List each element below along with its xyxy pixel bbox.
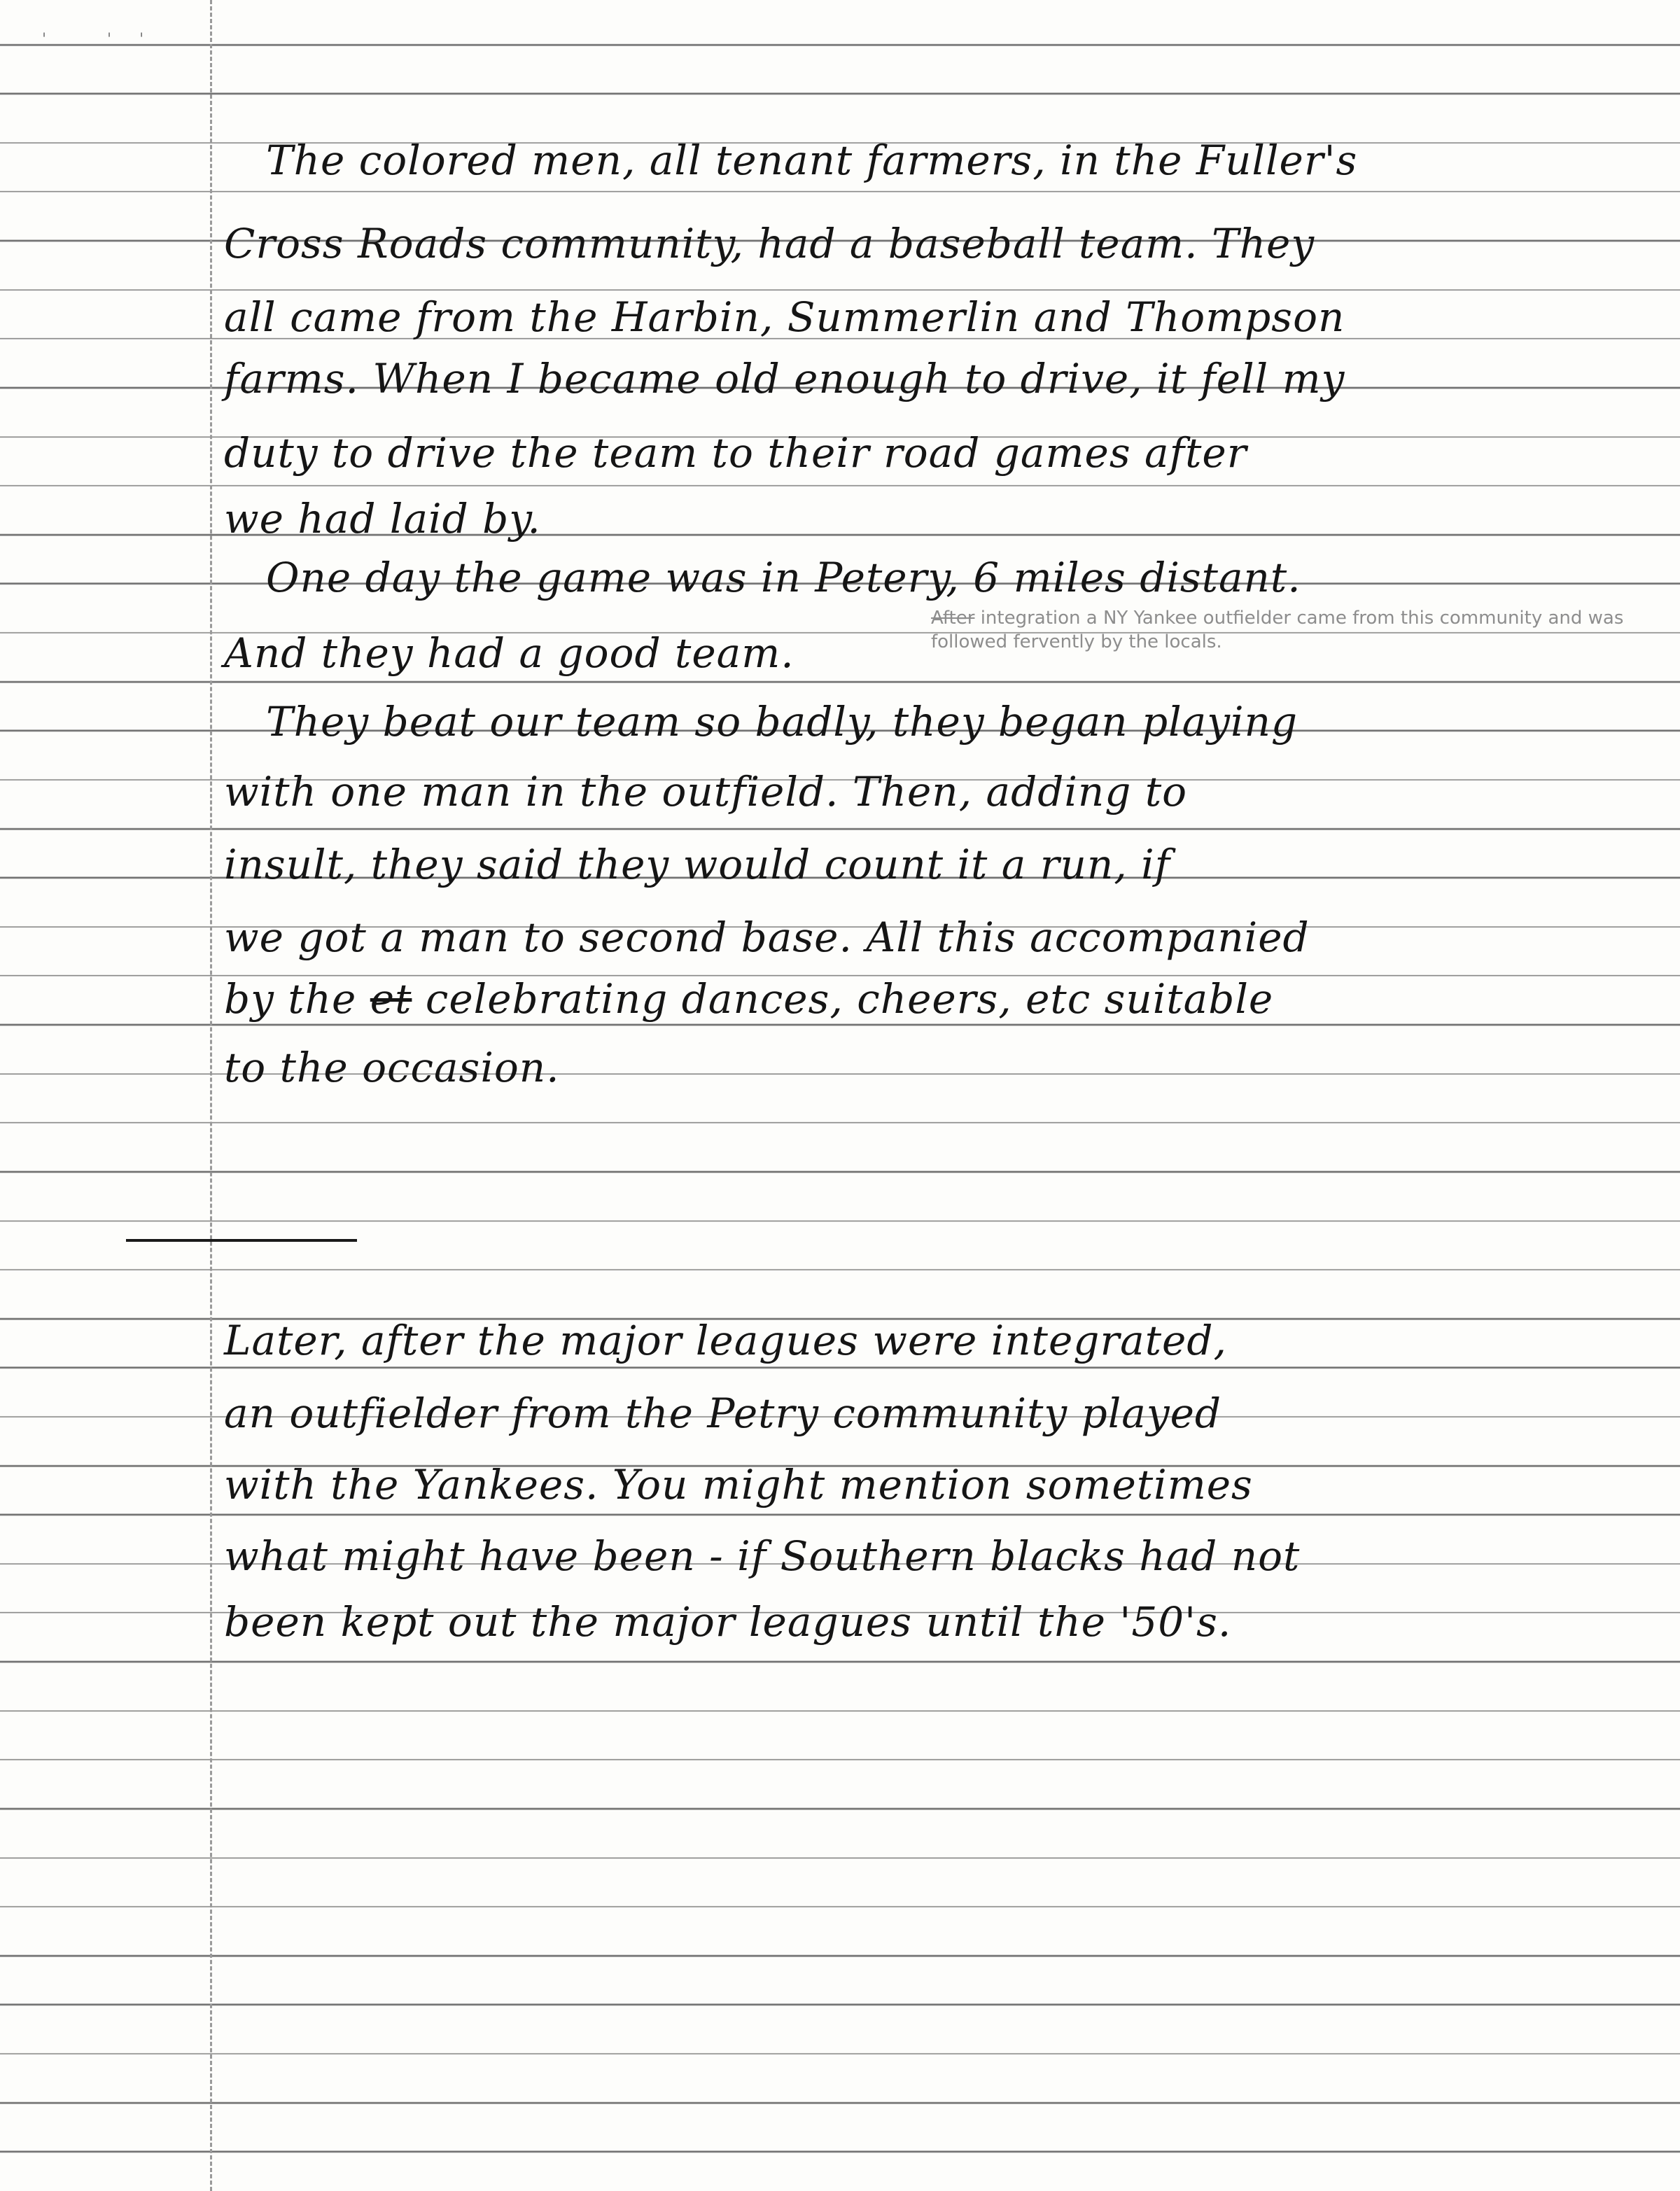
handwritten-line: One day the game was in Petery, 6 miles distant. [266, 554, 1301, 601]
handwritten-line: Cross Roads community, had a baseball team. They [224, 220, 1315, 267]
struck-word: After [931, 608, 975, 629]
pencil-annotation [931, 606, 1659, 654]
handwritten-line: to the occasion. [224, 1044, 560, 1091]
pencil-note-text: integration a NY Yankee outfielder came from this community and was followed fervently by the locals. [931, 608, 1624, 652]
struck-word: et [370, 975, 412, 1023]
handwritten-line: insult, they said they would count it a run, if [224, 841, 1171, 888]
handwritten-line: with the Yankees. You might mention sometimes [224, 1461, 1253, 1508]
handwritten-line: duty to drive the team to their road games after [224, 429, 1247, 477]
handwritten-line: we had laid by. [224, 495, 541, 542]
handwritten-line [224, 974, 1273, 1023]
handwritten-line: And they had a good team. [224, 629, 794, 677]
handwritten-line: an outfielder from the Petry community played [224, 1390, 1222, 1437]
handwritten-line: we got a man to second base. All this accompanied [224, 913, 1310, 961]
handwritten-line: They beat our team so badly, they began playing [266, 698, 1298, 746]
handwritten-line: with one man in the outfield. Then, adding to [224, 768, 1188, 816]
handwritten-line: all came from the Harbin, Summerlin and Thompson [224, 293, 1345, 341]
handwritten-line: The colored men, all tenant farmers, in the Fuller's [266, 136, 1358, 184]
handwritten-line: Later, after the major leagues were integrated, [224, 1317, 1227, 1364]
handwritten-line: farms. When I became old enough to drive, it fell my [224, 355, 1345, 402]
line-prefix: by the [224, 975, 357, 1023]
handwritten-line: been kept out the major leagues until the '50's. [224, 1598, 1232, 1646]
handwritten-line: what might have been - if Southern blacks had not [224, 1532, 1301, 1580]
separator-line [126, 1239, 357, 1242]
line-suffix: celebrating dances, cheers, etc suitable [425, 975, 1274, 1023]
margin-rule [210, 0, 212, 2191]
top-marks: ' '' [42, 31, 172, 48]
